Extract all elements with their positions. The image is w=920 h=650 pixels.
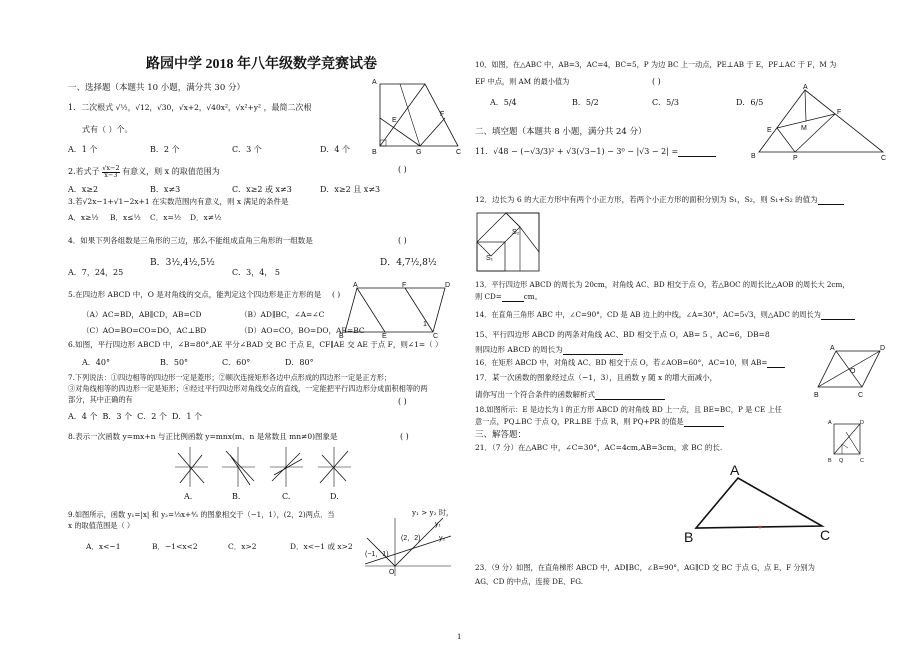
page-number: 1 xyxy=(457,633,462,641)
q15-line-2: 则四边形 ABCD 的周长为 xyxy=(475,345,623,355)
q17-line-2: 请你写出一个符合条件的函数解析式 xyxy=(475,390,665,400)
section-answer-heading: 三、解答题： xyxy=(475,430,527,440)
q9-option-d: D．x<−1 或 x>2 xyxy=(290,542,353,551)
q21-stem: 21．（7 分）在△ABC 中，∠C=30°，AC=4cm,AB=3cm，求 BC 的长. xyxy=(475,443,723,452)
label-s1: S₁ xyxy=(486,255,494,262)
segment-pf xyxy=(795,114,835,152)
q13-answer-blank[interactable] xyxy=(502,293,524,302)
q1-option-c: C．3 个 xyxy=(232,145,262,154)
svg-text:A: A xyxy=(828,420,832,426)
q16-stem: 16．在矩形 ABCD 中，对角线 AC、BD 相交于点 O，若∠AOB=60°，AC=10，则 AB= xyxy=(475,358,785,368)
q8-option-b: B. xyxy=(232,492,241,501)
q10-option-d: D．6/5 xyxy=(736,98,764,107)
q3-option-b: B．x≤½ xyxy=(110,213,141,222)
parallelogram-abcd xyxy=(345,288,445,332)
label-a-large: A xyxy=(730,462,740,478)
q9-option-c: C．x>2 xyxy=(228,542,257,551)
q6-option-b: B．50° xyxy=(160,358,189,367)
q8-option-c: C. xyxy=(282,492,291,501)
svg-text:Q: Q xyxy=(839,458,844,464)
q6-option-a: A．40° xyxy=(82,358,110,367)
q9-option-b: B．−1<x<2 xyxy=(152,542,198,551)
q13-line-2: 则 CD= cm。 xyxy=(475,292,542,301)
page-title: 路园中学 2018 年八年级数学竞赛试卷 xyxy=(146,57,377,72)
q10-stem: 10、如图，在△ABC 中，AB=3，AC=4，BC=5，P 为边 BC 上一动点，PE⊥AB 于 E，PF⊥AC 于 F，M 为 xyxy=(475,60,837,69)
q1-option-d: D．4 个 xyxy=(320,145,351,154)
q23-line-2: AG、CD 的中点，连接 DE、FG. xyxy=(475,577,584,586)
q5-paren: ( ) xyxy=(332,290,341,299)
svg-text:O: O xyxy=(850,368,856,375)
q6-stem: 6.如图，平行四边形 ABCD 中，∠B=80°,AE 平分∠BAD 交 BC 于点 E，CF∥AE 交 AE 于点 F，则∠1=（ ） xyxy=(68,340,443,349)
q17-answer-blank[interactable] xyxy=(595,391,665,400)
svg-text:D: D xyxy=(860,420,864,426)
label-a: A xyxy=(353,282,358,289)
q4-option-a: A．7，24，25 xyxy=(68,268,124,277)
segment-am xyxy=(805,90,806,121)
segment-cf xyxy=(405,288,433,332)
svg-text:C: C xyxy=(858,392,864,399)
q10-option-b: B．5/2 xyxy=(572,98,599,107)
q10-option-c: C．5/3 xyxy=(652,98,679,107)
label-b-large: B xyxy=(684,529,694,545)
q11-answer-blank[interactable] xyxy=(678,148,716,157)
svg-text:F: F xyxy=(837,109,842,116)
q1-option-b: B．2 个 xyxy=(150,145,180,154)
q7-line-2: ③对角线相等的四边形一定是矩形；④经过平行四边形对角线交点的直线，一定能把平行四边形分成面积相等的两 xyxy=(68,384,428,393)
q7-line-3: 部分，其中正确的有 xyxy=(68,395,133,404)
segment-pe xyxy=(777,128,795,152)
label-c: C xyxy=(433,333,439,340)
svg-text:M: M xyxy=(801,125,807,132)
q14-answer-blank[interactable] xyxy=(821,311,855,320)
q11-stem: 11．√48 − (−√3/3)² + √3(√3−1) − 3⁰ − |√3 − 2| = xyxy=(475,147,716,157)
q10-paren: ( ) xyxy=(652,77,661,86)
svg-text:A: A xyxy=(830,345,835,352)
svg-text:(−1，1): (−1，1) xyxy=(365,551,389,558)
q7-options: A．4 个 B．3 个 C．2 个 D．1 个 xyxy=(68,412,203,421)
q8-graphs-figure xyxy=(170,445,360,490)
q5-option-b: （B）AD∥BC，∠A=∠C xyxy=(240,310,325,319)
q5-option-a: （A）AC=BD，AB∥CD，AB=CD xyxy=(82,310,202,319)
q12-stem: 12．边长为 6 的大正方形中有两个小正方形，若两个小正方形的面积分别为 S₁，S₂，则 S₁+S₂ 的值为 xyxy=(475,195,844,205)
q2-option-d: D．x≥2 且 x≠3 xyxy=(320,185,381,194)
q10-left-figure xyxy=(370,78,465,158)
q3-option-d: D．x≠½ xyxy=(190,213,222,222)
q1-stem-cont: 式有（ ）个。 xyxy=(82,125,133,134)
q1-option-a: A．1 个 xyxy=(68,145,98,154)
label-b: B xyxy=(339,333,344,340)
q8-graph-a xyxy=(175,447,208,487)
svg-text:B: B xyxy=(372,149,377,156)
label-e: E xyxy=(382,333,387,340)
q16-rectangle-figure xyxy=(814,345,886,397)
svg-text:B: B xyxy=(814,392,819,399)
svg-text:y₁: y₁ xyxy=(435,521,441,528)
q3-option-a: A．x≥½ xyxy=(68,213,99,222)
svg-text:B: B xyxy=(751,153,756,160)
q8-paren: ( ) xyxy=(400,432,409,441)
q2-option-a: A．x≥2 xyxy=(68,185,99,194)
midpoint-marker xyxy=(759,526,762,529)
q9-stem: 9.如图所示，函数 y₁=|x| 和 y₂=⅓x+⁴⁄₃ 的图象相交于（−1，1），(2，2)两点．当 xyxy=(68,510,335,519)
q3-stem: 3.若√2x−1+√1−2x+1 在实数范围内有意义，则 x 满足的条件是 xyxy=(68,197,289,206)
q16-answer-blank[interactable] xyxy=(767,359,785,368)
q9-stem-cond: y₁ > y₂ 时， xyxy=(412,508,454,517)
q2-option-c: C．x≥2 或 x≠3 xyxy=(232,185,292,194)
q9-option-a: A．x<−1 xyxy=(86,542,121,551)
q23-line-1: 23．（9 分）如图，在直角梯形 ABCD 中，AD∥BC，∠B=90°，AG∥CD 交 BC 于点 G，点 E、F 分别为 xyxy=(475,563,815,572)
q3-option-c: C．x=½ xyxy=(150,213,182,222)
svg-text:A: A xyxy=(372,79,377,86)
q8-graph-c xyxy=(270,447,303,487)
q8-graph-b xyxy=(222,447,255,487)
svg-text:P: P xyxy=(793,155,798,162)
label-f: F xyxy=(402,282,407,289)
segment-ae xyxy=(357,288,385,332)
svg-text:B: B xyxy=(828,458,832,464)
label-origin: O xyxy=(389,569,395,576)
svg-text:G: G xyxy=(416,149,422,156)
q6-option-d: D．80° xyxy=(285,358,314,367)
q4-option-d: D．4,7½,8½ xyxy=(380,258,437,268)
q1-stem: 1．二次根式 √½，√12，√30，√x+2，√40x²，√x²+y² ，最简二次根 xyxy=(68,103,312,112)
section-fill-heading: 二、填空题（本题共 8 小题，满分共 24 分） xyxy=(475,127,647,137)
q10-triangle-figure xyxy=(751,84,890,162)
q4-option-c: C．3，4， 5 xyxy=(232,268,280,277)
label-angle-1: 1 xyxy=(423,321,427,328)
q12-answer-blank[interactable] xyxy=(818,196,844,205)
q5-option-c: （C）AO=BO=CO=DO，AC⊥BD xyxy=(82,326,207,335)
svg-text:(2，2): (2，2) xyxy=(401,535,421,542)
svg-text:C: C xyxy=(881,155,887,162)
q7-paren: ( ) xyxy=(398,397,407,406)
q10-option-a: A．5/4 xyxy=(490,98,517,107)
q9-function-graph xyxy=(365,518,455,578)
q5-stem: 5.在四边形 ABCD 中，O 是对角线的交点，能判定这个四边形是正方形的是 xyxy=(68,290,322,299)
svg-text:C: C xyxy=(860,458,864,464)
q18-line-2: 意一点，PQ⊥BC 于点 Q，PR⊥BE 于点 R，则 PQ+PR 的值是 xyxy=(475,417,724,427)
q2-stem: 2.若式子 √x−2 x−3 有意义，则 x 的取值范围为 xyxy=(68,164,220,179)
q8-option-d: D. xyxy=(330,492,339,501)
svg-text:C: C xyxy=(456,149,462,156)
q8-option-a: A. xyxy=(184,492,193,501)
q2-option-b: B．x≠3 xyxy=(150,185,181,194)
svg-text:E: E xyxy=(767,127,772,134)
q18-line-1: 18.如图所示：E 是边长为 l 的正方形 ABCD 的对角线 BD 上一点，且 BE=BC，P 是 CE 上任 xyxy=(475,405,782,414)
q7-line-1: 7.下列说法：①四边相等的四边形一定是菱形；②顺次连接矩形各边中点形成的四边形一定是正方形； xyxy=(68,373,392,382)
q15-answer-blank[interactable] xyxy=(563,346,623,355)
q21-triangle-figure xyxy=(680,460,840,545)
q8-stem: 8.表示一次函数 y=mx+n 与正比例函数 y=mnx(m、n 是常数且 mn≠0)图象是 xyxy=(68,432,338,441)
svg-text:D: D xyxy=(880,345,886,352)
triangle-abc xyxy=(759,90,883,152)
q4-option-b: B．3½,4½,5½ xyxy=(150,258,215,268)
svg-text:E: E xyxy=(392,117,397,124)
svg-text:F: F xyxy=(440,111,445,118)
q9-stem-cont: x 的取值范围是（ ） xyxy=(68,521,135,530)
svg-text:y₂: y₂ xyxy=(439,535,446,542)
q5-option-d: （D）AO=CO，BO=DO，AB=BC xyxy=(240,326,365,335)
q2-paren: ( ) xyxy=(398,165,407,174)
label-c-large: C xyxy=(820,527,831,543)
q13-line-1: 13．平行四边形 ABCD 的周长为 20cm，对角线 AC、BD 相交于点 O，若△BOC 的周长比△AOB 的周长大 2cm， xyxy=(475,280,850,289)
q4-stem: 4．如果下列各组数是三角形的三边，那么不能组成直角三角形的一组数是 xyxy=(68,236,313,245)
q4-paren: ( ) xyxy=(398,236,407,245)
q18-square-figure xyxy=(826,418,866,464)
q15-line-1: 15、平行四边形 ABCD 的两条对角线 AC、BD 相交于点 O，AB= 5 ，AC=6，DB=8 xyxy=(475,330,770,339)
q18-answer-blank[interactable] xyxy=(684,418,724,427)
q12-squares-figure xyxy=(476,212,542,274)
svg-text:A: A xyxy=(803,84,808,91)
q6-option-c: C．60° xyxy=(222,358,251,367)
q8-graph-d xyxy=(318,447,351,487)
q14-stem: 14．在直角三角形 ABC 中，∠C=90°，CD 是 AB 边上的中线，∠A=30°，AC=5√3，则△ADC 的周长为 xyxy=(475,310,855,320)
q6-parallelogram-figure xyxy=(339,280,455,340)
label-d: D xyxy=(445,282,451,289)
q17-line-1: 17．某一次函数的图象经过点（−1，3），且函数 y 随 x 的增大而减小， xyxy=(475,373,718,382)
section-choice-heading: 一、选择题（本题共 10 小题，满分共 30 分） xyxy=(68,83,245,93)
label-s2: S₂ xyxy=(512,229,520,236)
q10-stem-cont: EF 中点，则 AM 的最小值为 xyxy=(475,77,570,86)
triangle-abc xyxy=(696,478,822,528)
